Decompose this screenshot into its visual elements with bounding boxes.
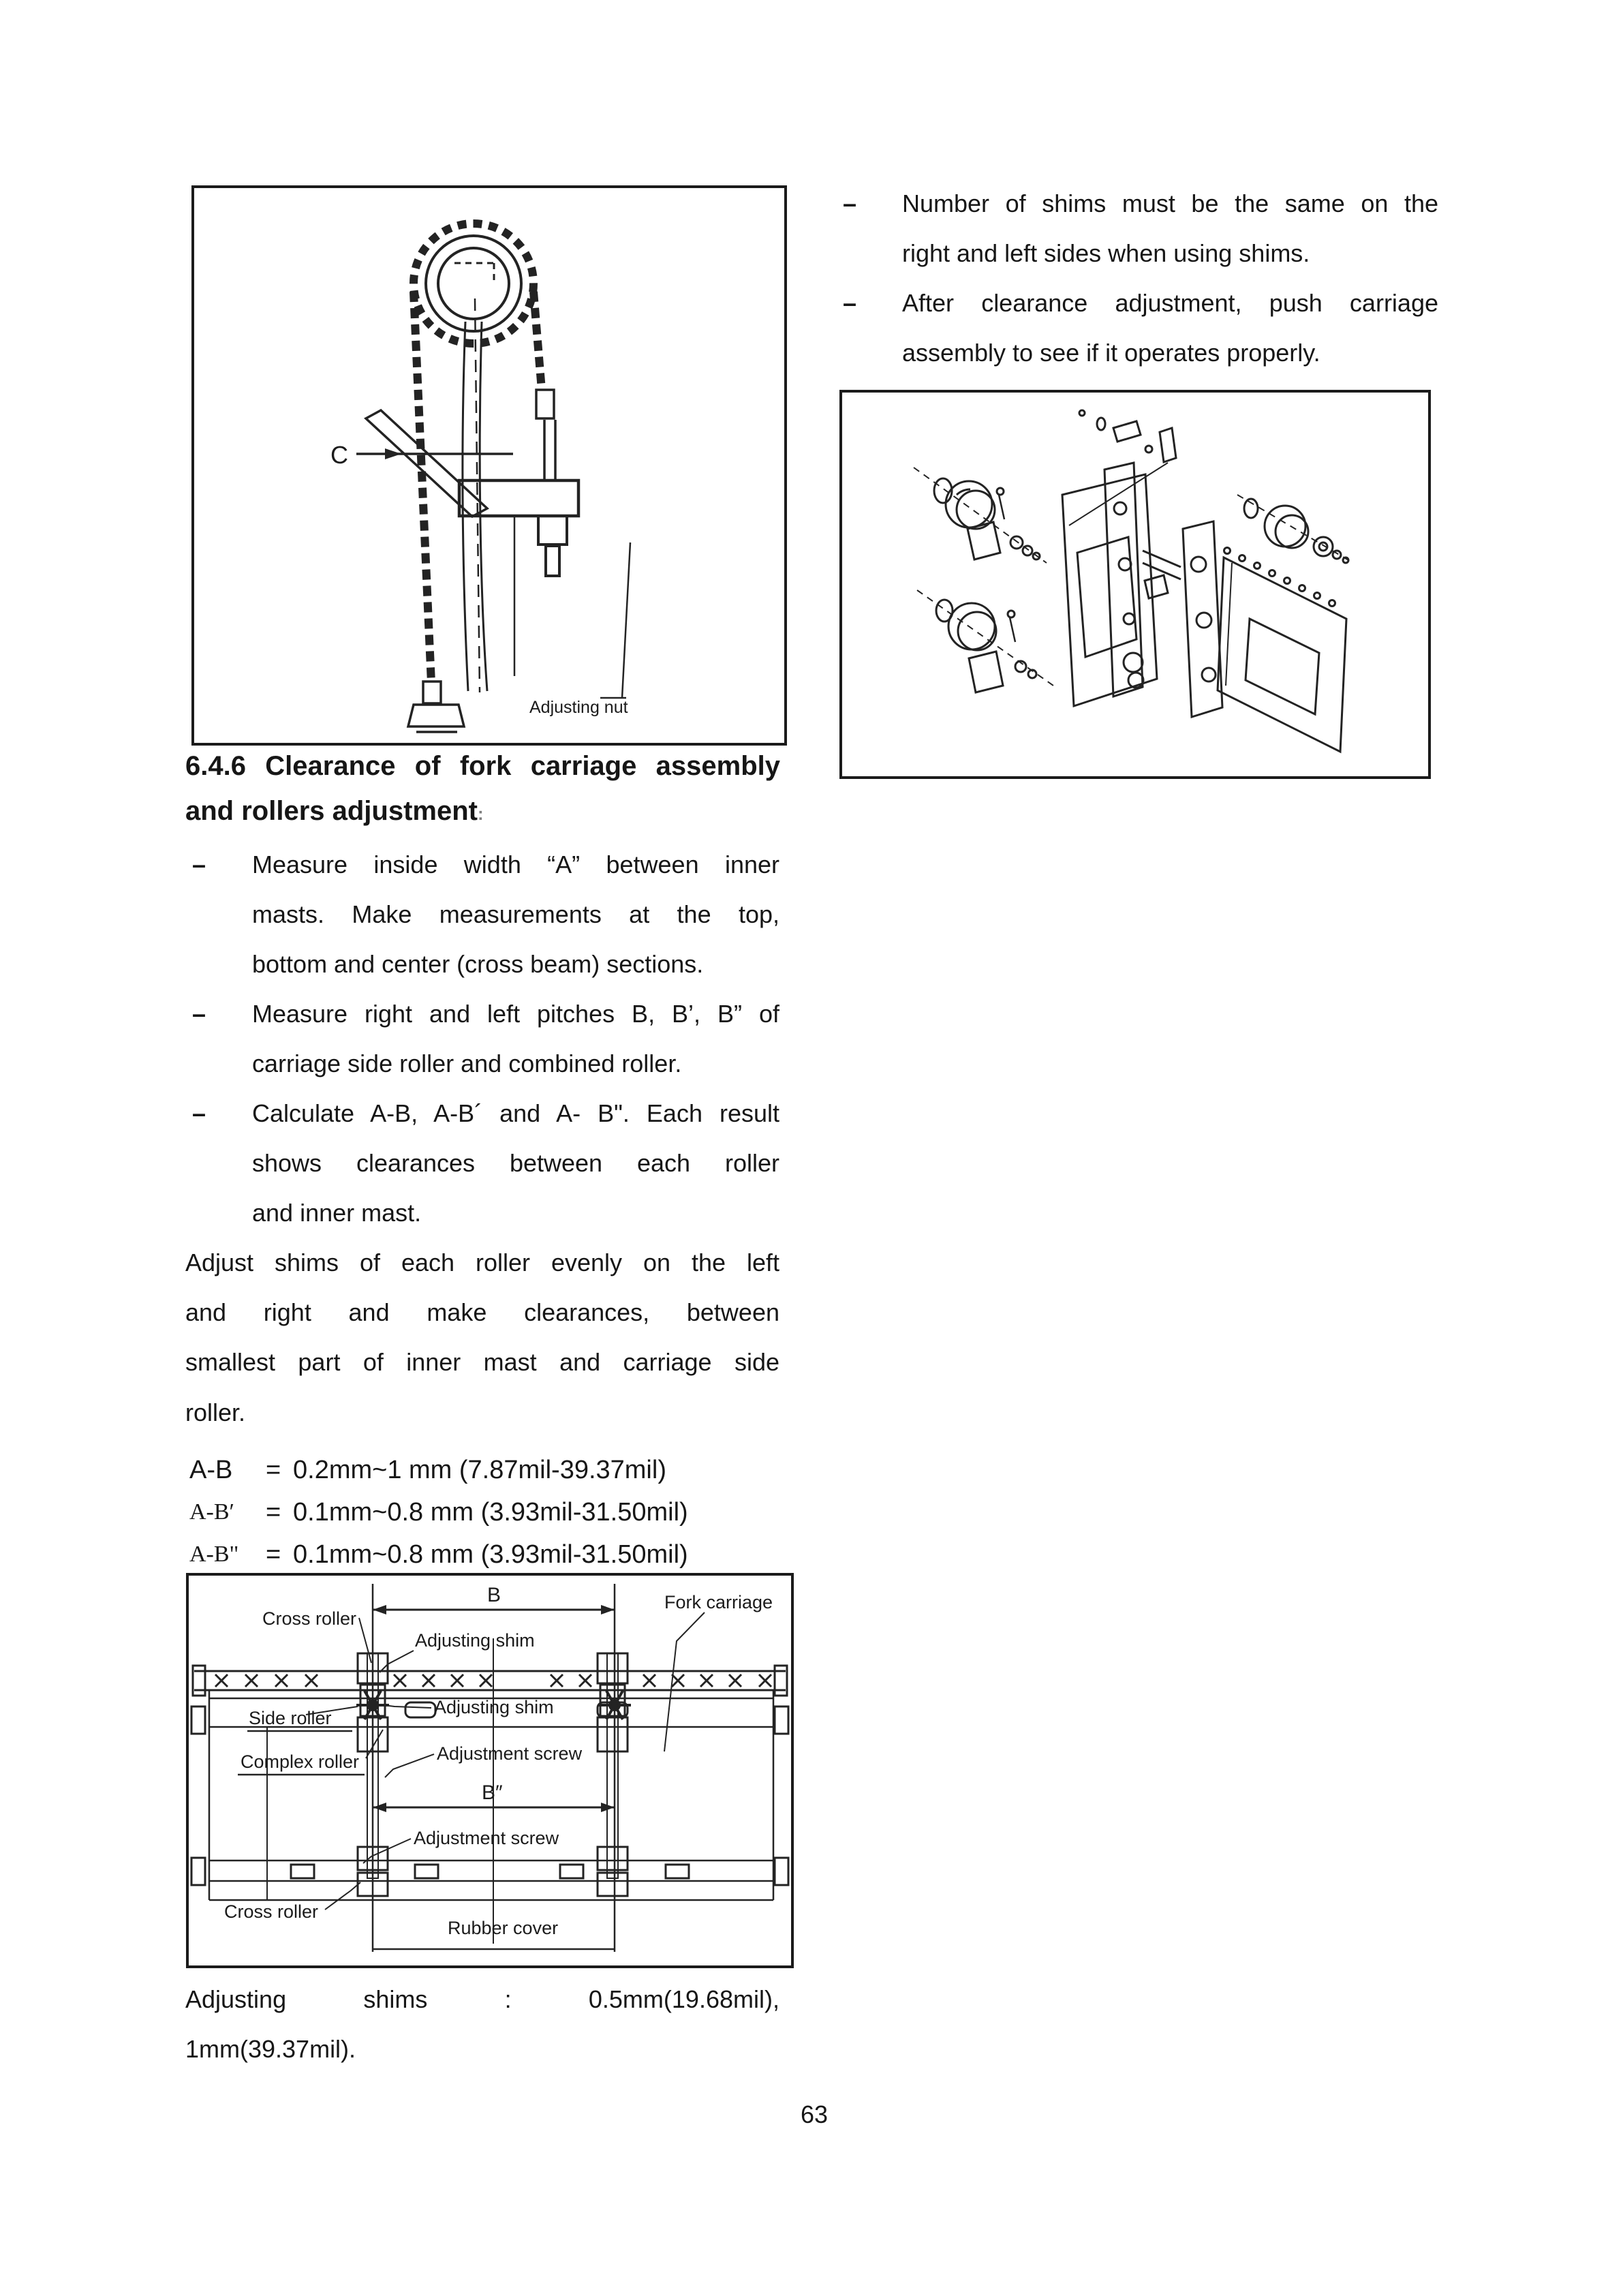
bullet-dash: –: [843, 289, 857, 317]
label-adjusting-shim-top: Adjusting shim: [415, 1630, 535, 1651]
bullet-dash: –: [192, 1000, 206, 1028]
body-line: Measure inside width “A” between inner: [252, 851, 779, 878]
formula-row: [185, 1537, 785, 1574]
body-line: masts. Make measurements at the top,: [252, 900, 779, 928]
formula-equals: =: [266, 1456, 281, 1484]
label-adjusting-nut: Adjusting nut: [529, 698, 628, 717]
label-cross-roller-bottom: Cross roller: [224, 1901, 319, 1922]
body-line: Measure right and left pitches B, B’, B” of: [252, 1000, 779, 1028]
exploded-drawing: [914, 410, 1353, 752]
adjusting-shims-line: [185, 1983, 779, 2018]
formula-value: 0.2mm~1 mm (7.87mil-39.37mil): [293, 1456, 666, 1484]
footer-word: shims: [363, 1985, 428, 2013]
heading-colon-mark: :: [477, 803, 484, 824]
roller-diagram-figure: [186, 1573, 794, 1968]
bullet-dash: –: [192, 851, 206, 878]
label-adjusting-shim-mid: Adjusting shim: [434, 1697, 554, 1717]
body-line: Adjust shims of each roller evenly on the left: [185, 1249, 779, 1276]
body-line: shows clearances between each roller: [252, 1149, 779, 1177]
body-line: right and left sides when using shims.: [902, 239, 1310, 267]
footer-word: 0.5mm(19.68mil),: [588, 1985, 779, 2013]
label-rubber-cover: Rubber cover: [448, 1918, 559, 1938]
formula-equals: =: [266, 1498, 281, 1527]
body-line: bottom and center (cross beam) sections.: [252, 950, 704, 978]
label-cross-roller-top: Cross roller: [262, 1608, 357, 1629]
formula-value: 0.1mm~0.8 mm (3.93mil-31.50mil): [293, 1498, 688, 1527]
body-line: roller.: [185, 1398, 246, 1426]
footer-word: :: [504, 1985, 512, 2013]
label-complex-roller: Complex roller: [241, 1751, 360, 1772]
bullet-dash: –: [843, 189, 857, 217]
body-line: After clearance adjustment, push carriage: [902, 289, 1438, 317]
formula-label: A-B": [189, 1542, 239, 1567]
label-adjustment-screw-mid: Adjustment screw: [437, 1743, 583, 1764]
body-line: and right and make clearances, between: [185, 1298, 779, 1326]
bullet-dash: –: [192, 1099, 206, 1127]
formula-label: A-B′: [189, 1499, 234, 1525]
chain-figure: [191, 185, 787, 746]
exploded-view-figure: [839, 390, 1431, 779]
chain-drawing: [356, 224, 630, 732]
section-heading-line1: 6.4.6 Clearance of fork carriage assembly: [185, 751, 780, 781]
body-line: and inner mast.: [252, 1199, 422, 1227]
body-line: Number of shims must be the same on the: [902, 189, 1438, 217]
label-fork-carriage: Fork carriage: [664, 1592, 773, 1612]
exploded-view-image: [842, 393, 1428, 776]
roller-diagram-image: [189, 1576, 791, 1965]
label-adjustment-screw-bottom: Adjustment screw: [414, 1828, 559, 1848]
footer-word: Adjusting: [185, 1985, 287, 2013]
formula-equals: =: [266, 1540, 281, 1569]
formula-label: A-B: [189, 1456, 233, 1484]
formula-row: [185, 1495, 785, 1531]
body-line: smallest part of inner mast and carriage side: [185, 1348, 779, 1376]
label-b2-dimension: B″: [482, 1781, 503, 1804]
chain-figure-image: [194, 188, 784, 743]
body-line: assembly to see if it operates properly.: [902, 339, 1320, 367]
label-b-dimension: B: [487, 1584, 501, 1606]
body-line: Calculate A-B, A-B´ and A- B". Each result: [252, 1099, 779, 1127]
adjusting-shims-line2: 1mm(39.37mil).: [185, 2035, 356, 2063]
section-heading-text: and rollers adjustment: [185, 796, 478, 826]
body-line: carriage side roller and combined roller.: [252, 1050, 682, 1077]
formula-value: 0.1mm~0.8 mm (3.93mil-31.50mil): [293, 1540, 688, 1569]
formula-row: [185, 1452, 785, 1489]
label-side-roller: Side roller: [249, 1708, 332, 1728]
page-number: 63: [800, 2100, 829, 2128]
label-c: C: [330, 441, 348, 469]
section-heading-line2: [185, 793, 780, 831]
